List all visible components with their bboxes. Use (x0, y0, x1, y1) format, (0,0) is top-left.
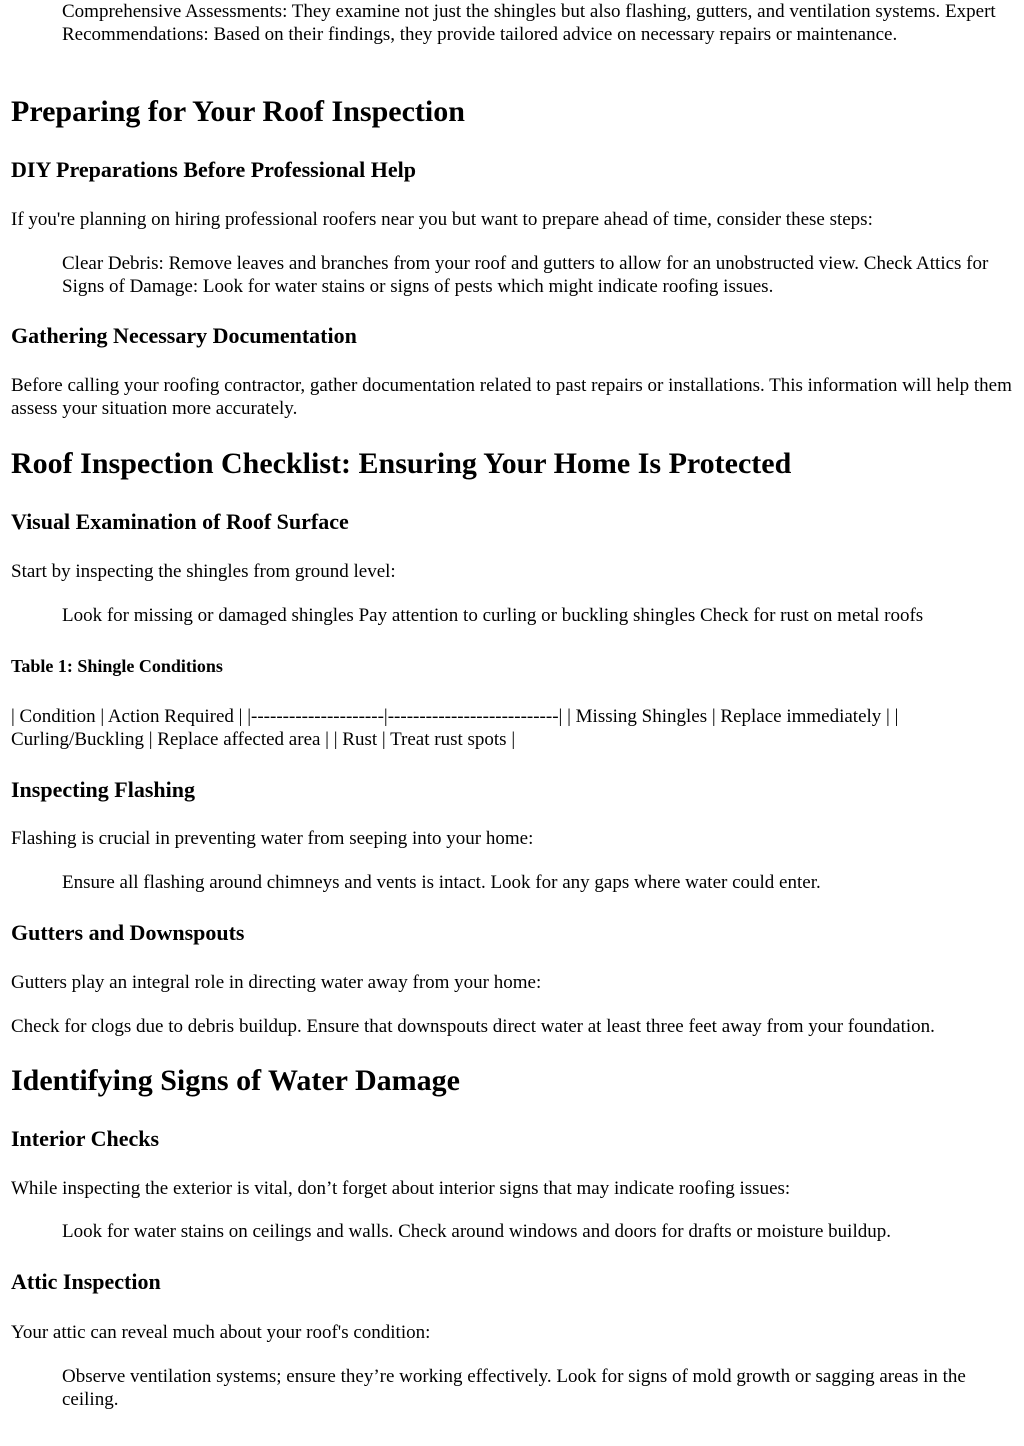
paragraph-attic: Your attic can reveal much about your roof's condition: (11, 1322, 431, 1343)
heading-diy-preparations: DIY Preparations Before Professional Help (11, 157, 416, 182)
paragraph-table-text: | Condition | Action Required | |---------------------|---------------------------| | Missing Shingles | Replace immediately | | Curling/Buckling | Replace affected area | | Rust | Treat rust spots | (11, 706, 899, 751)
intro-list: Comprehensive Assessments: They examine not just the shingles but also flashing, gutters, and ventilation systems. Expert Recommendations: Based on their findings, they provide tailored advice on necessary repairs or maintenance. (62, 1, 996, 46)
heading-visual-examination: Visual Examination of Roof Surface (11, 509, 349, 534)
heading-water-damage: Identifying Signs of Water Damage (11, 1064, 460, 1097)
heading-checklist: Roof Inspection Checklist: Ensuring Your Home Is Protected (11, 447, 792, 480)
heading-documentation: Gathering Necessary Documentation (11, 323, 357, 348)
list-diy: Clear Debris: Remove leaves and branches from your roof and gutters to allow for an unobstructed view. Check Attics for Signs of Damage: Look for water stains or signs of pests which might indicate roofing issues. (62, 253, 989, 298)
heading-flashing: Inspecting Flashing (11, 777, 195, 802)
paragraph-visual: Start by inspecting the shingles from ground level: (11, 561, 396, 582)
paragraph-documentation: Before calling your roofing contractor, gather documentation related to past repairs or installations. This information will help them assess your situation more accurately. (11, 375, 1012, 420)
paragraph-gutters-list: Check for clogs due to debris buildup. Ensure that downspouts direct water at least three feet away from your foundation. (11, 1016, 935, 1037)
list-attic: Observe ventilation systems; ensure they’re working effectively. Look for signs of mold growth or sagging areas in the ceiling. (62, 1366, 966, 1411)
list-interior: Look for water stains on ceilings and walls. Check around windows and doors for drafts or moisture buildup. (62, 1221, 891, 1242)
paragraph-diy: If you're planning on hiring professional roofers near you but want to prepare ahead of time, consider these steps: (11, 209, 873, 230)
list-visual: Look for missing or damaged shingles Pay attention to curling or buckling shingles Check for rust on metal roofs (62, 605, 924, 626)
heading-interior-checks: Interior Checks (11, 1126, 160, 1151)
heading-gutters: Gutters and Downspouts (11, 920, 245, 945)
paragraph-flashing: Flashing is crucial in preventing water from seeping into your home: (11, 828, 534, 849)
list-flashing: Ensure all flashing around chimneys and vents is intact. Look for any gaps where water could enter. (62, 872, 821, 893)
heading-preparing: Preparing for Your Roof Inspection (11, 95, 465, 128)
heading-table-shingle-conditions: Table 1: Shingle Conditions (11, 656, 223, 676)
paragraph-gutters: Gutters play an integral role in directing water away from your home: (11, 972, 542, 993)
heading-attic: Attic Inspection (11, 1269, 161, 1294)
paragraph-interior: While inspecting the exterior is vital, don’t forget about interior signs that may indicate roofing issues: (11, 1178, 791, 1199)
